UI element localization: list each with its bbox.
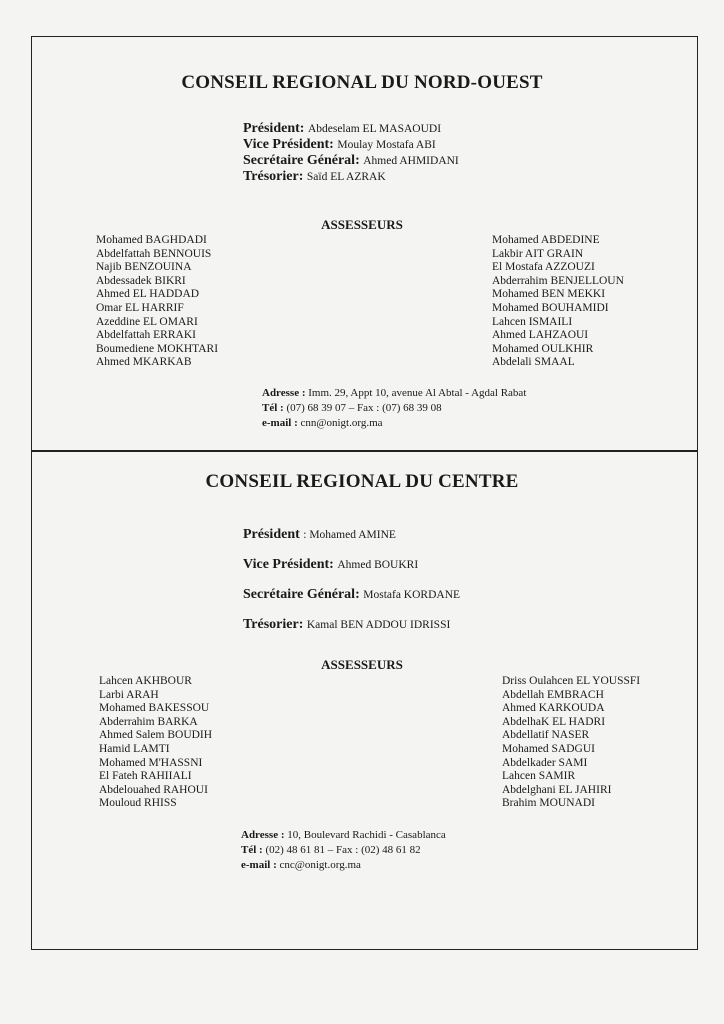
- officer-row: [243, 121, 459, 137]
- contact-label: e-mail :: [241, 859, 277, 871]
- list-item: Lahcen SAMIR: [502, 770, 576, 783]
- list-item: Abdellatif NASER: [502, 729, 590, 742]
- contact-label: Tél :: [241, 844, 263, 856]
- officer-label: Vice Président:: [243, 557, 334, 572]
- officer-row: [243, 169, 459, 185]
- assessors-left-list: [96, 234, 218, 370]
- officers-nord-ouest: [243, 121, 459, 185]
- officer-name: : Mohamed AMINE: [303, 529, 396, 541]
- list-item: Mohamed BAKESSOU: [99, 702, 210, 715]
- list-item: Abdelfattah ERRAKI: [96, 329, 196, 342]
- list-item: Mohamed OULKHIR: [492, 342, 594, 355]
- officer-name: Ahmed BOUKRI: [337, 559, 419, 571]
- assessors-heading: ASSESSEURS: [321, 657, 403, 672]
- officers-centre: [243, 520, 460, 640]
- section-title-nord-ouest: CONSEIL REGIONAL DU NORD-OUEST: [181, 72, 543, 93]
- contact-phone: [241, 843, 446, 858]
- officer-label: Trésorier:: [243, 169, 304, 184]
- assessors-left-list: [99, 675, 212, 811]
- list-item: AbdelhaK EL HADRI: [502, 715, 606, 728]
- list-item: Abdessadek BIKRI: [96, 274, 186, 287]
- list-item: Abderrahim BARKA: [99, 715, 198, 728]
- list-item: Abdelkader SAMI: [502, 756, 588, 769]
- contact-address: [262, 386, 526, 401]
- contact-address: [241, 828, 446, 843]
- assessors-right-list: [502, 675, 640, 811]
- contact-value: (07) 68 39 07 – Fax : (07) 68 39 08: [286, 402, 442, 414]
- list-item: Mohamed SADGUI: [502, 742, 595, 755]
- contact-value: Imm. 29, Appt 10, avenue Al Abtal - Agdal Rabat: [308, 387, 527, 399]
- contact-value: cnc@onigt.org.ma: [279, 859, 361, 871]
- contact-value: 10, Boulevard Rachidi - Casablanca: [287, 829, 446, 841]
- list-item: Abdelouahed RAHOUI: [99, 783, 208, 796]
- list-item: Abdelfattah BENNOUIS: [96, 247, 212, 260]
- officer-name: Abdeselam EL MASAOUDI: [307, 123, 442, 135]
- list-item: Abdellah EMBRACH: [502, 688, 604, 701]
- officer-name: Moulay Mostafa ABI: [337, 139, 436, 151]
- contact-email: [262, 416, 526, 431]
- list-item: Mohamed BOUHAMIDI: [492, 301, 609, 314]
- list-item: Abdelali SMAAL: [492, 356, 575, 369]
- list-item: Abdelghani EL JAHIRI: [502, 783, 612, 796]
- officer-name: Saïd EL AZRAK: [306, 171, 386, 183]
- officer-label: Trésorier:: [243, 617, 304, 632]
- contact-email: [241, 858, 446, 873]
- officer-name: Kamal BEN ADDOU IDRISSI: [306, 619, 451, 631]
- officer-row: [243, 550, 460, 580]
- list-item: Ahmed LAHZAOUI: [492, 329, 589, 342]
- assessors-right-list: [492, 234, 624, 370]
- assessors-heading: ASSESSEURS: [321, 217, 403, 232]
- list-item: Ahmed MKARKAB: [96, 356, 192, 369]
- list-item: Ahmed Salem BOUDIH: [99, 729, 213, 742]
- list-item: Lahcen ISMAILI: [492, 315, 573, 328]
- list-item: El Mostafa AZZOUZI: [492, 261, 595, 274]
- list-item: Lakbir AIT GRAIN: [492, 247, 584, 260]
- list-item: Mohamed BAGHDADI: [96, 234, 207, 246]
- officer-name: Mostafa KORDANE: [363, 589, 461, 601]
- list-item: Azeddine EL OMARI: [96, 315, 198, 328]
- contact-value: cnn@onigt.org.ma: [300, 417, 383, 429]
- contact-label: Adresse :: [241, 829, 285, 841]
- officer-row: [243, 610, 460, 640]
- list-item: El Fateh RAHIIALI: [99, 770, 192, 783]
- list-item: Abderrahim BENJELLOUN: [492, 274, 624, 287]
- contact-phone: [262, 401, 526, 416]
- contact-nord-ouest: [262, 386, 526, 431]
- list-item: Ahmed KARKOUDA: [502, 702, 605, 715]
- list-item: Mohamed ABDEDINE: [492, 234, 600, 246]
- contact-label: e-mail :: [262, 417, 298, 429]
- list-item: Hamid LAMTI: [99, 742, 170, 755]
- section-title-centre: CONSEIL REGIONAL DU CENTRE: [205, 471, 519, 492]
- list-item: Lahcen AKHBOUR: [99, 675, 192, 687]
- officer-label: Secrétaire Général:: [243, 153, 360, 168]
- officer-row: [243, 520, 460, 550]
- officer-name: Ahmed AHMIDANI: [363, 155, 459, 167]
- list-item: Omar EL HARRIF: [96, 301, 184, 314]
- officer-row: [243, 137, 459, 153]
- list-item: Brahim MOUNADI: [502, 797, 595, 810]
- list-item: Mouloud RHISS: [99, 797, 177, 810]
- contact-centre: [241, 828, 446, 873]
- officer-row: [243, 153, 459, 169]
- list-item: Driss Oulahcen EL YOUSSFI: [502, 675, 641, 687]
- list-item: Ahmed EL HADDAD: [96, 288, 200, 301]
- list-item: Najib BENZOUINA: [96, 261, 192, 274]
- officer-label: Vice Président:: [243, 137, 334, 152]
- list-item: Larbi ARAH: [99, 688, 159, 701]
- officer-label: Président: [243, 527, 300, 542]
- contact-label: Tél :: [262, 402, 284, 414]
- officer-row: [243, 580, 460, 610]
- contact-value: (02) 48 61 81 – Fax : (02) 48 61 82: [265, 844, 421, 856]
- contact-label: Adresse :: [262, 387, 306, 399]
- list-item: Boumediene MOKHTARI: [96, 342, 219, 355]
- list-item: Mohamed M'HASSNI: [99, 756, 203, 769]
- officer-label: Président:: [243, 121, 305, 136]
- officer-label: Secrétaire Général:: [243, 587, 360, 602]
- list-item: Mohamed BEN MEKKI: [492, 288, 606, 301]
- section-divider: [31, 450, 698, 452]
